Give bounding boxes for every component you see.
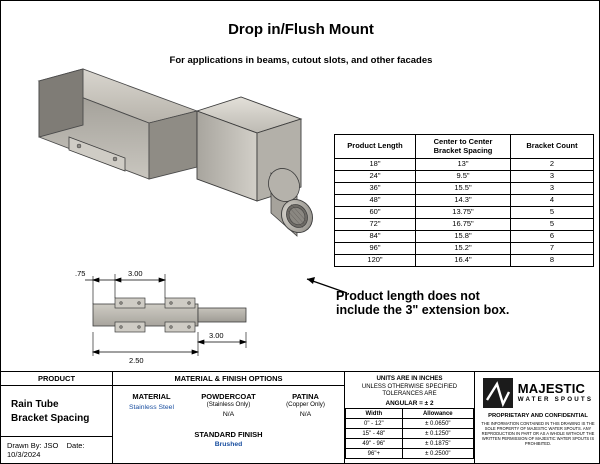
title-block-logo <box>475 372 600 463</box>
cell-spacing: 16.4" <box>416 255 511 267</box>
beam-side-face <box>149 111 197 179</box>
product-name <box>1 386 112 425</box>
table-row <box>335 231 594 243</box>
materials-header: MATERIAL & FINISH OPTIONS <box>113 372 344 386</box>
cell-product-length: 36" <box>335 183 416 195</box>
tolerance-row <box>346 419 474 429</box>
cell-product-length: 120" <box>335 255 416 267</box>
date-label: Date: <box>66 441 85 450</box>
dim-overall-bottom <box>93 350 198 354</box>
dim-bracket-spacing-top <box>115 278 165 282</box>
cell-count: 3 <box>511 171 594 183</box>
confidential-title: PROPRIETARY AND CONFIDENTIAL <box>488 413 588 419</box>
material-value: Stainless Steel <box>129 404 174 411</box>
product-name-line-1: Rain Tube <box>11 399 59 410</box>
table-header-row <box>335 135 594 159</box>
bracket-spacing-table <box>334 134 594 267</box>
cell-count: 5 <box>511 207 594 219</box>
table-header-bracket-count: Bracket Count <box>511 135 594 159</box>
table-header-product-length: Product Length <box>335 135 416 159</box>
patina-label: PATINA <box>292 392 319 401</box>
drawn-by-label: Drawn By: <box>7 441 42 450</box>
bracket-hole <box>77 144 81 148</box>
spout-tube <box>263 163 319 238</box>
table-row <box>335 243 594 255</box>
title-block-tolerances <box>345 372 475 463</box>
confidential-body: THE INFORMATION CONTAINED IN THIS DRAWING IS THE SOLE PROPERTY OF MAJESTIC WATER SPOUTS. ANY REPRODUCTION IN PART OR AS A WHOLE WITHOUT THE WRITTEN PERMISSION OF MAJESTIC WATER SPOUTS IS PROHIBITED. <box>481 421 595 447</box>
powdercoat-value: N/A <box>222 411 235 418</box>
tolerance-row <box>346 429 474 439</box>
dim-label-top: 3.00 <box>128 269 143 278</box>
date-value: 10/3/2024 <box>7 450 41 459</box>
table-row <box>335 171 594 183</box>
standard-finish-label: STANDARD FINISH <box>194 430 263 439</box>
powdercoat-sub: (Stainless Only) <box>206 401 251 408</box>
company-logo <box>475 372 600 408</box>
cell-spacing: 16.75" <box>416 219 511 231</box>
cell-count: 8 <box>511 255 594 267</box>
table-row <box>335 195 594 207</box>
cell-product-length: 96" <box>335 243 416 255</box>
cell-product-length: 60" <box>335 207 416 219</box>
title-block-materials <box>113 372 345 463</box>
tolerance-header-row <box>346 409 474 419</box>
isometric-view <box>21 61 341 261</box>
header-line-1: Center to Center <box>433 137 493 146</box>
bracket-hole <box>113 157 117 161</box>
page-title: Drop in/Flush Mount <box>228 21 374 38</box>
powdercoat-label: POWDERCOAT <box>201 392 256 401</box>
title-block <box>1 371 600 463</box>
dim-label-bottom-left: 2.50 <box>129 356 144 365</box>
header-line-2: Bracket Spacing <box>433 145 493 155</box>
material-option-material <box>113 392 190 418</box>
title-block-product <box>1 372 113 463</box>
patina-value: N/A <box>299 411 312 418</box>
tolerance-allowance: ± 0.1250" <box>402 429 473 439</box>
standard-finish-value: Brushed <box>214 441 243 448</box>
dim-label-bottom-right: 3.00 <box>209 331 224 340</box>
cell-spacing: 9.5" <box>416 171 511 183</box>
tolerance-allowance: ± 0.2500" <box>402 449 473 459</box>
beam-end-cap <box>39 69 83 137</box>
tolerance-note-1: UNLESS OTHERWISE SPECIFIED <box>361 383 458 390</box>
cell-count: 7 <box>511 243 594 255</box>
dim-extension-bottom <box>198 340 246 344</box>
side-view-dimensions <box>71 256 331 366</box>
cell-product-length: 72" <box>335 219 416 231</box>
page-subtitle: For applications in beams, cutout slots, and other facades <box>169 55 433 66</box>
table-row <box>335 183 594 195</box>
material-options-row <box>113 386 344 418</box>
tolerance-units-label: UNITS ARE IN INCHES <box>376 375 443 382</box>
tolerance-width: 96"+ <box>346 449 403 459</box>
tolerance-angular: ANGULAR = ± 2 <box>385 400 434 408</box>
drawing-note: Product length does not include the 3" extension box. <box>336 289 510 318</box>
cell-spacing: 15.8" <box>416 231 511 243</box>
cell-count: 5 <box>511 219 594 231</box>
material-label: MATERIAL <box>132 392 171 401</box>
table-header-bracket-spacing <box>416 135 511 159</box>
tolerance-table <box>345 408 474 459</box>
cell-spacing: 14.3" <box>416 195 511 207</box>
tolerance-header-allowance: Allowance <box>402 409 473 419</box>
cell-count: 2 <box>511 159 594 171</box>
drawn-by-value: JSO <box>43 441 59 450</box>
cell-count: 6 <box>511 231 594 243</box>
cell-spacing: 13.75" <box>416 207 511 219</box>
product-header: PRODUCT <box>1 372 112 386</box>
product-name-line-2: Bracket Spacing <box>11 412 90 424</box>
patina-sub: (Copper Only) <box>286 401 325 408</box>
tolerance-row <box>346 439 474 449</box>
dim-left-offset <box>85 278 115 282</box>
dim-label-left-offset: .75 <box>75 269 86 278</box>
table-row <box>335 219 594 231</box>
material-option-powdercoat <box>190 392 267 418</box>
tolerance-allowance: ± 0.0650" <box>402 419 473 429</box>
tolerance-width: 0" - 12" <box>346 419 403 429</box>
table-row <box>335 207 594 219</box>
table-row <box>335 255 594 267</box>
tolerance-width: 49" - 96" <box>346 439 403 449</box>
side-view-extension <box>198 308 246 322</box>
logo-name: MAJESTIC <box>517 381 586 397</box>
cell-spacing: 15.2" <box>416 243 511 255</box>
tolerance-width: 15" - 48" <box>346 429 403 439</box>
cell-product-length: 24" <box>335 171 416 183</box>
tolerance-row <box>346 449 474 459</box>
drawn-by-row <box>1 436 112 463</box>
cell-spacing: 13" <box>416 159 511 171</box>
logo-tagline: WATER SPOUTS <box>517 396 594 404</box>
cell-product-length: 48" <box>335 195 416 207</box>
tolerance-header-width: Width <box>346 409 403 419</box>
tolerance-allowance: ± 0.1875" <box>402 439 473 449</box>
majestic-logo-icon <box>483 378 513 408</box>
tolerance-note-2: TOLERANCES ARE <box>382 390 437 397</box>
cell-count: 4 <box>511 195 594 207</box>
cell-spacing: 15.5" <box>416 183 511 195</box>
standard-finish-block <box>113 430 344 448</box>
table-row <box>335 159 594 171</box>
cell-product-length: 84" <box>335 231 416 243</box>
cell-count: 3 <box>511 183 594 195</box>
cell-product-length: 18" <box>335 159 416 171</box>
logo-text <box>518 382 593 403</box>
material-option-patina <box>267 392 344 418</box>
